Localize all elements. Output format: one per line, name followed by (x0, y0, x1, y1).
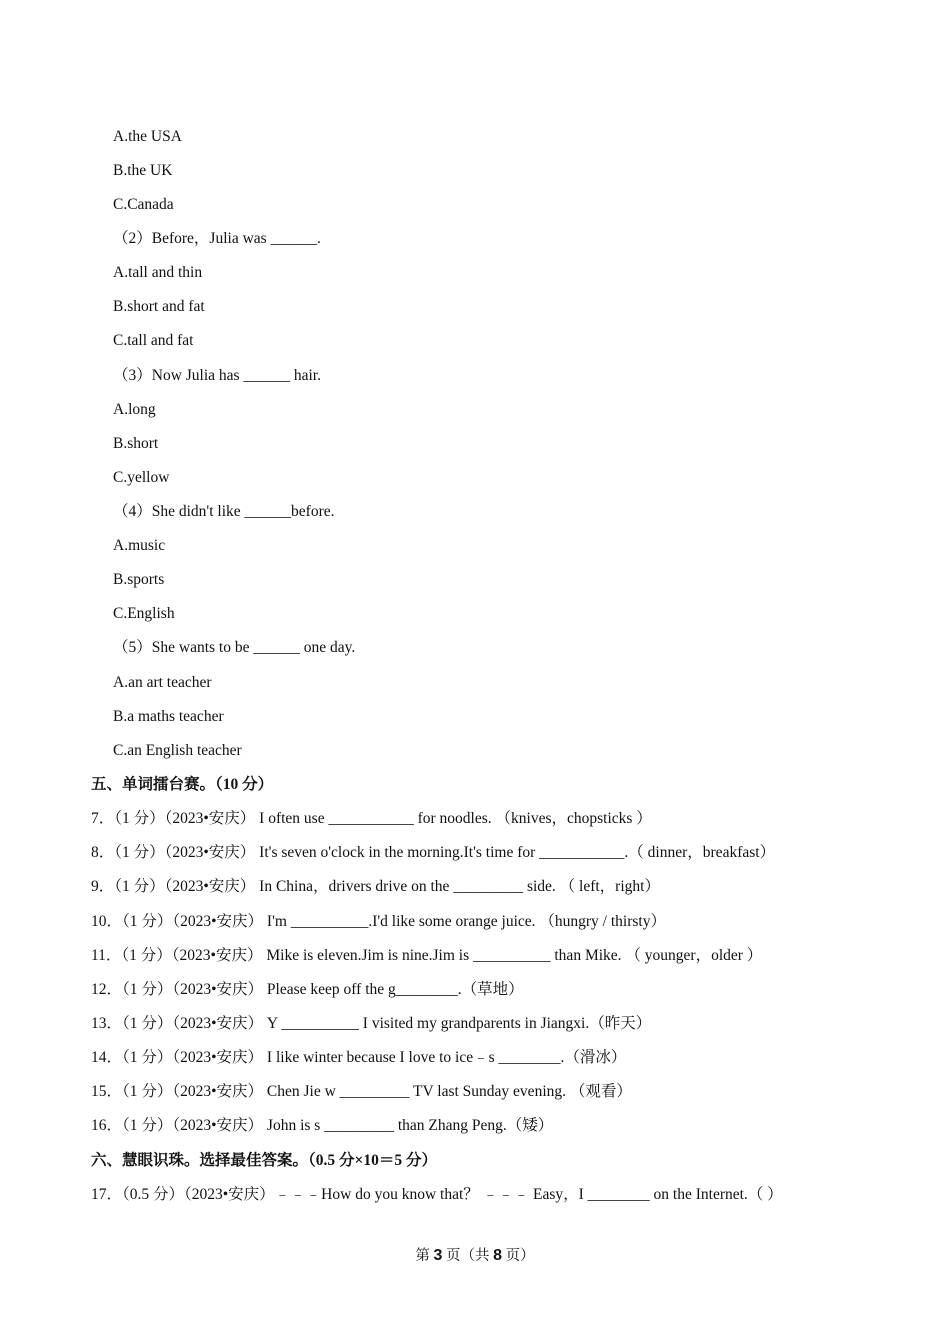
option-text: A.the USA (113, 128, 182, 145)
page-footer (0, 1244, 950, 1265)
option-text: C.yellow (113, 469, 170, 486)
question-item: 16．（1 分）（2023•安庆） John is s _________ than Zhang Peng.（矮） (91, 1117, 554, 1134)
option-text: B.a maths teacher (113, 708, 224, 725)
sub-question: （2）Before，Julia was ______. (113, 230, 321, 247)
question-item: 12．（1 分）（2023•安庆） Please keep off the g________.（草地） (91, 981, 524, 998)
option-text: A.long (113, 401, 156, 418)
question-item: 11．（1 分）（2023•安庆） Mike is eleven.Jim is nine.Jim is __________ than Mike. （ younger，older ） (91, 947, 763, 964)
option-text: A.music (113, 537, 166, 554)
footer-prefix: 第 (415, 1248, 434, 1264)
option-text: C.tall and fat (113, 332, 194, 349)
option-text: C.English (113, 605, 175, 622)
option-text: B.the UK (113, 162, 173, 179)
option-text: B.sports (113, 571, 165, 588)
question-item: 9．（1 分）（2023•安庆） In China，drivers drive on the _________ side. （ left，right） (91, 878, 660, 895)
sub-question: （5）She wants to be ______ one day. (113, 639, 356, 656)
sub-question: （3）Now Julia has ______ hair. (113, 367, 321, 384)
question-item: 13．（1 分）（2023•安庆） Y __________ I visited my grandparents in Jiangxi.（昨天） (91, 1015, 652, 1032)
question-item: 7．（1 分）（2023•安庆） I often use ___________ for noodles. （knives，chopsticks ） (91, 810, 652, 827)
option-text: A.an art teacher (113, 674, 212, 691)
option-text: C.an English teacher (113, 742, 242, 759)
question-item: 8．（1 分）（2023•安庆） It's seven o'clock in the morning.It's time for ___________.（ dinner，breakfast） (91, 844, 776, 861)
option-text: B.short (113, 435, 159, 452)
question-item: 17．（0.5 分）（2023•安庆）﹣﹣﹣How do you know that？ ﹣﹣﹣ Easy，I ________ on the Internet.（ ） (91, 1186, 783, 1203)
section-title: 五、单词擂台赛。（10 分） (91, 776, 274, 793)
section-title: 六、慧眼识珠。选择最佳答案。（0.5 分×10＝5 分） (91, 1152, 437, 1169)
footer-suffix: 页） (502, 1248, 535, 1264)
current-page-number: 3 (433, 1247, 443, 1264)
question-item: 14．（1 分）（2023•安庆） I like winter because I love to ice﹣s ________.（滑冰） (91, 1049, 627, 1066)
option-text: B.short and fat (113, 298, 205, 315)
footer-middle: 页（共 (442, 1248, 494, 1264)
sub-question: （4）She didn't like ______before. (113, 503, 335, 520)
question-item: 15．（1 分）（2023•安庆） Chen Jie w _________ TV last Sunday evening. （观看） (91, 1083, 632, 1100)
option-text: C.Canada (113, 196, 174, 213)
question-item: 10．（1 分）（2023•安庆） I'm __________.I'd like some orange juice. （hungry / thirsty） (91, 913, 666, 930)
option-text: A.tall and thin (113, 264, 203, 281)
total-pages-number: 8 (493, 1247, 503, 1264)
